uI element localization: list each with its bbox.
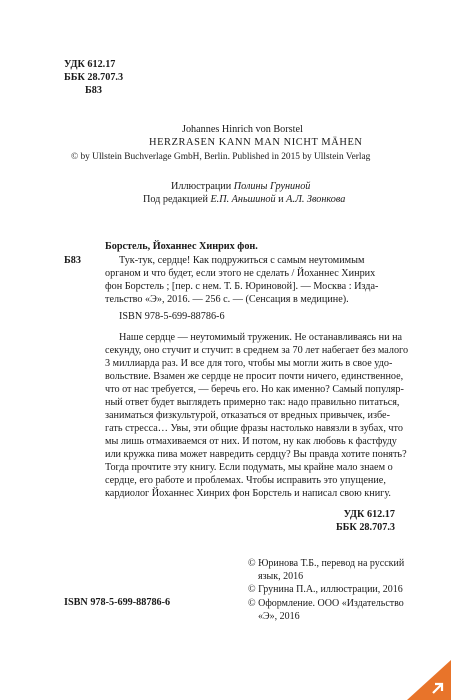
annotation-line-3: 3 миллиарда раз. И все для того, чтобы мы могли жить в свое удо- bbox=[105, 358, 393, 369]
original-title: HERZRASEN KANN MAN NICHT MÄHEN bbox=[149, 137, 363, 148]
catalog-line-2: органом и что будет, если этого не сделать / Йоханнес Хинрих bbox=[105, 268, 376, 279]
annotation-line-13: кардиолог Йоханнес Хинрих фон Борстель и написал свою книгу. bbox=[105, 488, 391, 499]
catalog-line-3: фон Борстель ; [пер. с нем. Т. Б. Юриновой]. — Москва : Изда- bbox=[105, 281, 379, 292]
annotation-line-11: Тогда прочтите эту книгу. Если подумать, мы крайне мало знаем о bbox=[105, 462, 393, 473]
rights-line-5: «Э», 2016 bbox=[258, 610, 300, 622]
udk-code: УДК 612.17 bbox=[64, 59, 116, 70]
original-author: Johannes Hinrich von Borstel bbox=[182, 124, 303, 135]
footer-isbn: ISBN 978-5-699-88786-6 bbox=[64, 597, 171, 608]
annotation-line-5: что от нас требуется, — беречь его. Но как именно? Самый популяр- bbox=[105, 384, 404, 395]
catalog-heading: Борстель, Йоханнес Хинрих фон. bbox=[105, 241, 258, 252]
illustrations-label: Иллюстрации bbox=[171, 181, 234, 192]
publisher-corner-logo-icon bbox=[407, 660, 451, 700]
catalog-isbn: ISBN 978-5-699-88786-6 bbox=[119, 311, 225, 322]
catalog-line-4: тельство «Э», 2016. — 256 с. — (Сенсация в медицине). bbox=[105, 294, 349, 305]
classification-bbk: ББК 28.707.3 bbox=[335, 522, 395, 533]
annotation-line-1: Наше сердце — неутомимый труженик. Не останавливаясь ни на bbox=[119, 332, 403, 343]
author-sign-code: Б83 bbox=[85, 85, 102, 96]
rights-line-1: © Юринова Т.Б., перевод на русский bbox=[248, 558, 405, 569]
copyright-block bbox=[248, 557, 438, 623]
annotation-line-4: вольствие. Взамен же сердце не просит почти ничего, единственное, bbox=[105, 371, 404, 382]
editors-credit bbox=[143, 193, 345, 206]
classification-udk: УДК 612.17 bbox=[343, 509, 395, 520]
illustrator-name: Полины Груниной bbox=[233, 181, 311, 192]
annotation-line-8: гать стресса… Увы, эти общие фразы настолько навязли в зубах, что bbox=[105, 423, 403, 434]
annotation-line-12: сердце, его работе и проблемах. Чтобы исправить это упущение, bbox=[105, 475, 386, 486]
editor-2: А.Л. Звонкова bbox=[286, 194, 346, 205]
rights-line-2: язык, 2016 bbox=[258, 571, 304, 583]
annotation-line-2: секунду, оно стучит и стучит: в среднем за 70 лет набегает без малого bbox=[105, 345, 409, 356]
editor-1: Е.П. Аньшиной bbox=[210, 194, 276, 205]
bbk-code: ББК 28.707.3 bbox=[64, 72, 124, 83]
annotation-line-7: заниматься физкультурой, отказаться от вредных привычек, избе- bbox=[105, 410, 390, 421]
rights-line-4: © Оформление. ООО «Издательство bbox=[248, 597, 404, 609]
editors-label: Под редакцией bbox=[143, 194, 211, 205]
annotation-line-6: ный ответ будет выглядеть примерно так: надо правильно питаться, bbox=[105, 397, 400, 408]
original-copyright: © by Ullstein Buchverlage GmbH, Berlin. Published in 2015 by Ullstein Verlag bbox=[71, 152, 371, 162]
rights-line-3: © Грунина П.А., иллюстрации, 2016 bbox=[248, 584, 403, 596]
annotation-line-10: или кружка пива может навредить сердцу? Вы правда хотите понять? bbox=[105, 449, 407, 460]
catalog-line-1: Тук-тук, сердце! Как подружиться с самым неутомимым bbox=[119, 255, 365, 266]
catalog-code: Б83 bbox=[64, 255, 81, 266]
editors-and: и bbox=[275, 194, 287, 205]
illustrations-credit bbox=[171, 180, 310, 193]
annotation-line-9: мы лишь отмахиваемся от них. И потом, ну как любовь к фастфуду bbox=[105, 436, 397, 447]
